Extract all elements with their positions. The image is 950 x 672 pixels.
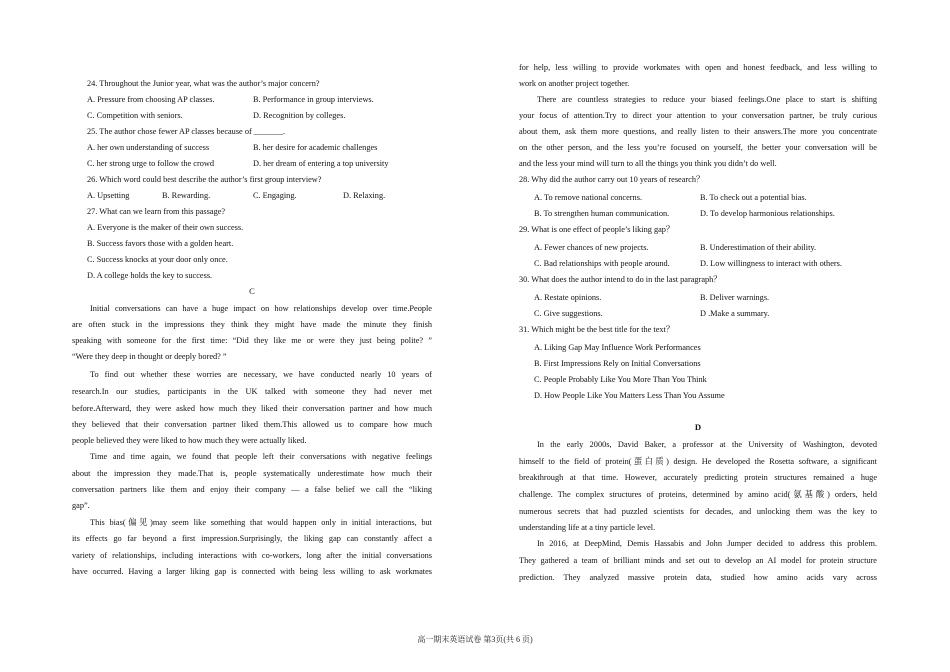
page-footer: 高一期末英语试卷 第3页(共 6 页) (417, 635, 533, 644)
q27-option-d: D. A college holds the key to success. (87, 271, 213, 280)
q30-option-c: C. Give suggestions. (534, 309, 603, 318)
q31-option-c: C. People Probably Like You More Than You Think (534, 375, 707, 384)
passage-c-line: Time and time again, we found that people left their conversations with negative feelings (90, 452, 432, 461)
q25-option-d: D. her dream of entering a top university (253, 159, 389, 168)
passage-c-line: for help, less willing to provide workmates with open and honest feedback, and less willing to (519, 63, 877, 72)
q28-option-a: A. To remove national concerns. (534, 193, 643, 202)
passage-c-line: work on another project together. (519, 79, 630, 88)
q28-option-d: D. To develop harmonious relationships. (700, 209, 835, 218)
q29-stem: 29. What is one effect of people’s liking gap？ (519, 225, 675, 234)
passage-d-line: challenge. The complex structures of proteins, determined by amino acid(氨基酸) orders, held (519, 490, 877, 499)
q31-option-a: A. Liking Gap May Influence Work Performances (534, 343, 701, 352)
passage-d-line: numerous secrets that had puzzled scientists for decades, and unlocking them was the key to (519, 507, 877, 516)
q30-option-b: B. Deliver warnings. (700, 293, 770, 302)
q29-option-d: D. Low willingness to interact with others. (700, 259, 842, 268)
q28-option-c: B. To strengthen human communication. (534, 209, 670, 218)
q27-option-b: B. Success favors those with a golden heart. (87, 239, 234, 248)
passage-d-line: In the early 2000s, David Baker, a professor at the University of Washington, devoted (537, 440, 877, 449)
passage-c-line: This bias(偏见)may seem like something that would happen only in initial interactions, but (90, 518, 432, 527)
section-c-heading: C (249, 286, 255, 296)
q24-option-c: C. Competition with seniors. (87, 111, 183, 120)
q24-option-b: B. Performance in group interviews. (253, 95, 374, 104)
q29-option-a: A. Fewer chances of new projects. (534, 243, 649, 252)
q31-option-d: D. How People Like You Matters Less Than You Assume (534, 391, 725, 400)
passage-c-line: variety of relationships, including interactions with co-workers, long after the initial conversations (72, 551, 432, 560)
q26-stem: 26. Which word could best describe the author’s first group interview? (87, 175, 322, 184)
passage-c-line: they believed that their conversation partner liked them.This allowed us to compare how much (72, 420, 432, 429)
q24-option-a: A. Pressure from choosing AP classes. (87, 95, 215, 104)
passage-d-line: prediction. They analyzed massive protein data, studied how amino acids vary across (519, 573, 877, 582)
passage-c-line: and the less your mind will turn to all the things you think you didn’t do well. (519, 159, 777, 168)
q27-option-a: A. Everyone is the maker of their own success. (87, 223, 244, 232)
passage-c-line: are often stuck in the impressions they think they might have made the minute they finish (72, 320, 432, 329)
q25-option-a: A. her own understanding of success (87, 143, 210, 152)
q30-stem: 30. What does the author intend to do in the last paragraph？ (519, 275, 722, 284)
q25-option-b: B. her desire for academic challenges (253, 143, 378, 152)
q30-option-d: D .Make a summary. (700, 309, 770, 318)
passage-c-line: Initial conversations can have a huge impact on how relationships develop over time.People (90, 304, 432, 313)
q24-stem: 24. Throughout the Junior year, what was the author’s major concern? (87, 79, 320, 88)
passage-c-line: have occurred. Having a larger liking gap is connected with being less willing to ask workmates (72, 567, 432, 576)
passage-d-line: They gathered a team of brilliant minds and set out to develop an AI model for protein structure (519, 556, 877, 565)
q30-option-a: A. Restate opinions. (534, 293, 602, 302)
q26-option-c: C. Engaging. (253, 191, 297, 200)
passage-c-line: your focus of attention.Try to direct your attention to your conversation partner, be truly curious (519, 111, 877, 120)
passage-c-line: There are countless strategies to reduce your biased feelings.One place to start is shifting (537, 95, 877, 104)
passage-c-line: people believed they were liked to how much they were actually liked. (72, 436, 307, 445)
q26-option-a: A. Upsetting (87, 191, 130, 200)
passage-c-line: on the other person, and the less you’re focused on yourself, the better your conversation will be (519, 143, 877, 152)
passage-d-line: breakthrough at that time. However, accurately predicting protein structures remained a huge (519, 473, 877, 482)
passage-c-line: speaking with someone for the first time: “Did they like me or were they just being polite? ” (72, 336, 432, 345)
q28-stem: 28. Why did the author carry out 10 years of research？ (519, 175, 705, 184)
passage-c-line: before.Afterward, they were asked how much they liked their conversation partner and how much (72, 404, 432, 413)
passage-c-line: To find out whether these worries are necessary, we have conducted nearly 10 years of (90, 370, 432, 379)
q28-option-b: B. To check out a potential bias. (700, 193, 807, 202)
passage-c-line: about them, ask them more questions, and really listen to their answers.The more you concentrate (519, 127, 877, 136)
q31-stem: 31. Which might be the best title for the text？ (519, 325, 675, 334)
passage-c-line: gap”. (72, 501, 90, 510)
passage-c-line: research.In our studies, participants in the UK talked with someone they had never met (72, 387, 432, 396)
passage-d-line: understanding life at a tiny particle level. (519, 523, 656, 532)
q26-option-d: D. Relaxing. (343, 191, 386, 200)
passage-d-line: himself to the field of protein(蛋白质) design. He developed the Rosetta software, a significant (519, 457, 877, 466)
q24-option-d: D. Recognition by colleges. (253, 111, 346, 120)
q25-stem: 25. The author chose fewer AP classes because of _______. (87, 127, 285, 136)
section-d-heading: D (694, 422, 702, 432)
q29-option-c: C. Bad relationships with people around. (534, 259, 670, 268)
q27-option-c: C. Success knocks at your door only once. (87, 255, 228, 264)
passage-d-line: In 2016, at DeepMind, Demis Hassabis and John Jumper decided to address this problem. (537, 539, 877, 548)
q26-option-b: B. Rewarding. (162, 191, 211, 200)
q25-option-c: C. her strong urge to follow the crowd (87, 159, 215, 168)
passage-c-line: about the impression they made.That is, people systematically underestimate how much their (72, 469, 432, 478)
passage-c-line: its effects go far beyond a first impression.Surprisingly, the liking gap can constantly affect a (72, 534, 432, 543)
passage-c-line: conversation partners like them and enjoy their company — a false belief we call the “liking (72, 485, 432, 494)
q27-stem: 27. What can we learn from this passage? (87, 207, 226, 216)
q29-option-b: B. Underestimation of their ability. (700, 243, 817, 252)
passage-c-line: “Were they deep in thought or deeply bored? ” (72, 352, 227, 361)
q31-option-b: B. First Impressions Rely on Initial Conversations (534, 359, 701, 368)
